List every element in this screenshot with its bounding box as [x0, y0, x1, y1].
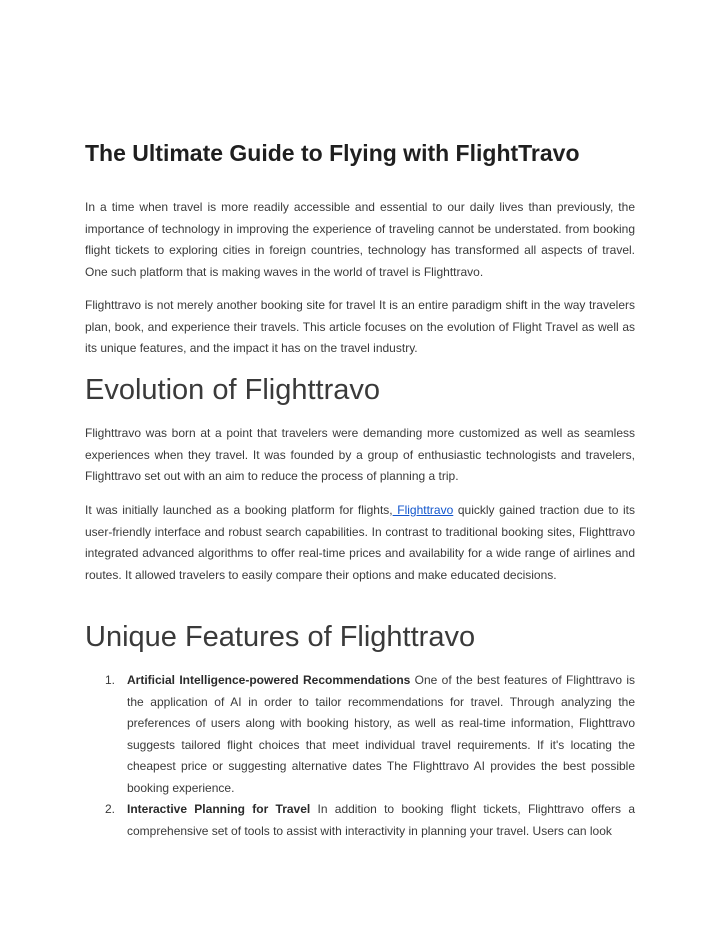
evolution-paragraph-1: Flighttravo was born at a point that travelers were demanding more customized as well as seamless experiences when they travel. It was founded by a group of enthusiastic technologists and travelers, Flighttravo set out with an aim to reduce the process of planning a trip. [85, 426, 635, 483]
evolution-heading: Evolution of Flighttravo [85, 374, 380, 406]
intro-paragraph-1: In a time when travel is more readily accessible and essential to our daily lives than previously, the importance of technology in improving the experience of traveling cannot be understated. from booking flight tickets to exploring cities in foreign countries, technology has transformed all aspects of travel. One such platform that is making waves in the world of travel is Flighttravo. [85, 200, 635, 279]
features-heading: Unique Features of Flighttravo [85, 621, 476, 653]
features-list [85, 670, 635, 842]
list-item [85, 799, 635, 842]
list-item [85, 670, 635, 799]
flighttravo-link[interactable]: Flighttravo [392, 503, 454, 517]
intro-paragraph-2: Flighttravo is not merely another booking site for travel It is an entire paradigm shift in the way travelers plan, book, and experience their travels. This article focuses on the evolution of Flight Travel as well as its unique features, and the impact it has on the travel industry. [85, 298, 635, 355]
list-item-title: Interactive Planning for Travel [127, 802, 311, 816]
evolution-paragraph-2 [85, 500, 635, 586]
document-title: The Ultimate Guide to Flying with FlightTravo [85, 140, 580, 166]
list-item-text: One of the best features of Flighttravo is the application of AI in order to tailor recommendations for travel. Through analyzing the preferences of users along with booking history, as well as real-time information, Flighttravo suggests tailored flight choices that meet individual travel requirements. If it's locating the cheapest price or suggesting alternative dates The Flighttravo AI provides the best possible booking experience. [127, 673, 636, 795]
evolution-paragraph-2-end: quickly gained traction due to its user-friendly interface and robust search capabilities. In contrast to traditional booking sites, Flighttravo integrated advanced algorithms to offer real-time prices and availability for a wide range of airlines and routes. It allowed travelers to easily compare their options and make educated decisions. [85, 503, 636, 582]
list-item-number: 2. [105, 802, 116, 816]
list-item-number: 1. [105, 673, 116, 687]
list-item-title: Artificial Intelligence-powered Recommendations [127, 673, 411, 687]
list-item-text: In addition to booking flight tickets, Flighttravo offers a comprehensive set of tools to assist with interactivity in planning your travel. Users can look [127, 802, 635, 838]
evolution-paragraph-2-start: It was initially launched as a booking platform for flights, [85, 503, 393, 517]
